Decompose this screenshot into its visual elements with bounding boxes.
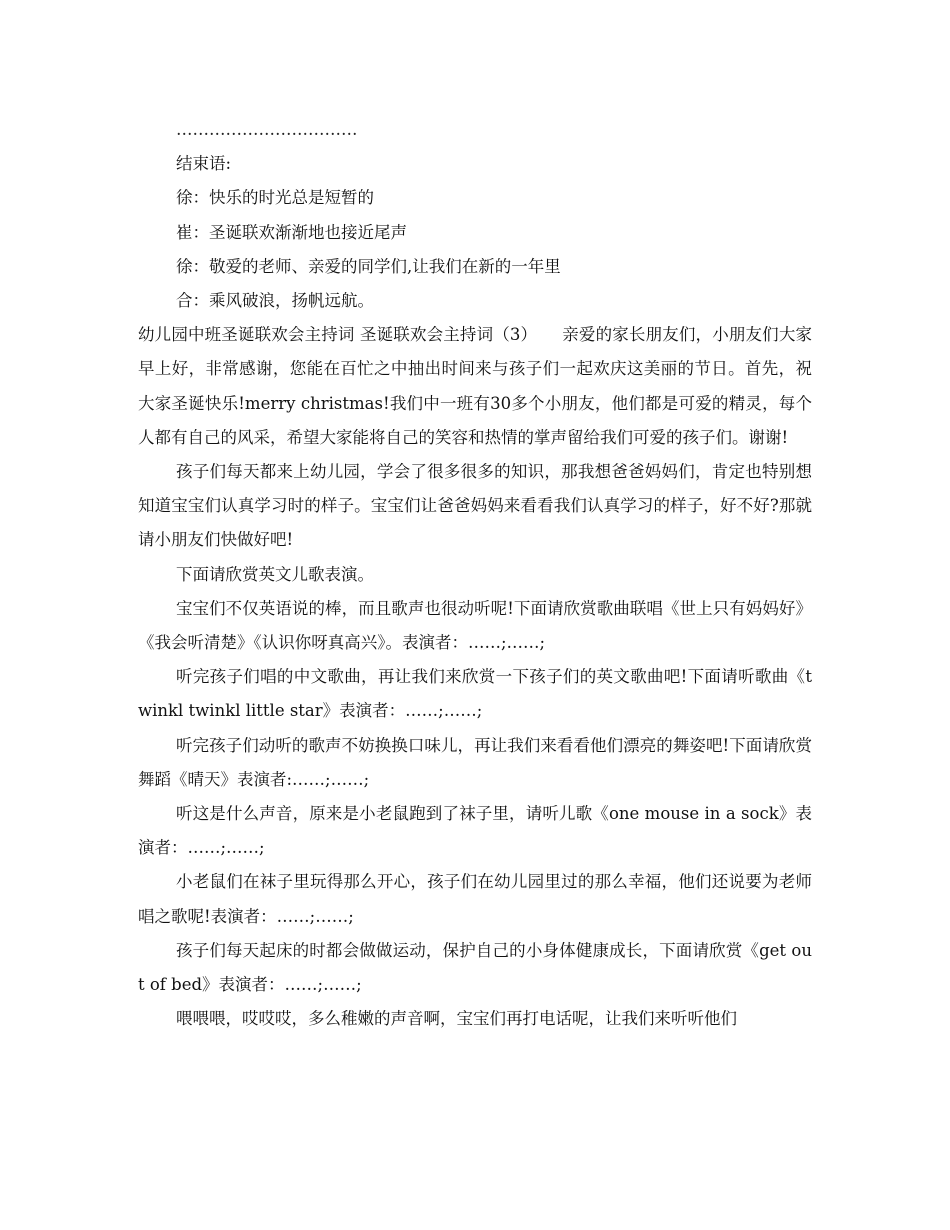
body-paragraph: 孩子们每天起床的时都会做做运动，保护自己的小身体健康成长，下面请欣赏《get out of bed》表演者：……;……;: [138, 940, 812, 995]
body-paragraph: 听完孩子们动听的歌声不妨换换口味儿，再让我们来看看他们漂亮的舞姿吧!下面请欣赏舞蹈《晴天》表演者:……;……;: [138, 735, 812, 789]
closing-remarks-heading: 结束语:: [176, 154, 232, 174]
section-intro-paragraph: 幼儿园中班圣诞联欢会主持词 圣诞联欢会主持词（3） 亲爱的家长朋友们，小朋友们大家早上好，非常感谢，您能在百忙之中抽出时间来与孩子们一起欢庆这美丽的节日。首先，祝大家圣诞快乐!merry christmas!我们中一班有30多个小朋友，他们都是可爱的精灵，每个人都有自己的风采，希望大家能将自己的笑容和热情的掌声留给我们可爱的孩子们。谢谢!: [138, 325, 812, 447]
body-paragraph: 孩子们每天都来上幼儿园，学会了很多很多的知识，那我想爸爸妈妈们，肯定也特别想知道宝宝们认真学习时的样子。宝宝们让爸爸妈妈来看看我们认真学习的样子，好不好?那就请小朋友们快做好吧!: [138, 462, 812, 550]
dialogue-line: 徐：快乐的时光总是短暂的: [176, 188, 374, 208]
document-body: [138, 113, 812, 1036]
dialogue-line: 合：乘风破浪，扬帆远航。: [176, 291, 374, 311]
body-paragraph: 下面请欣赏英文儿歌表演。: [176, 564, 374, 584]
body-paragraph: 小老鼠们在袜子里玩得那么开心，孩子们在幼儿园里过的那么幸福，他们还说要为老师唱之歌呢!表演者：……;……;: [138, 872, 812, 926]
ellipsis-separator: ……………………………: [176, 120, 358, 139]
dialogue-line: 徐：敬爱的老师、亲爱的同学们,让我们在新的一年里: [176, 256, 561, 276]
body-paragraph: 听完孩子们唱的中文歌曲，再让我们来欣赏一下孩子们的英文歌曲吧!下面请听歌曲《twinkl twinkl little star》表演者：……;……;: [138, 667, 812, 721]
body-paragraph: 听这是什么声音，原来是小老鼠跑到了袜子里，请听儿歌《one mouse in a sock》表演者：……;……;: [138, 804, 812, 858]
body-paragraph: 宝宝们不仅英语说的棒，而且歌声也很动听呢!下面请欣赏歌曲联唱《世上只有妈妈好》《我会听清楚》《认识你呀真高兴》。表演者：……;……;: [138, 598, 812, 653]
dialogue-line: 崔：圣诞联欢渐渐地也接近尾声: [176, 222, 407, 242]
body-paragraph: 喂喂喂，哎哎哎，多么稚嫩的声音啊，宝宝们再打电话呢，让我们来听听他们: [176, 1009, 737, 1029]
